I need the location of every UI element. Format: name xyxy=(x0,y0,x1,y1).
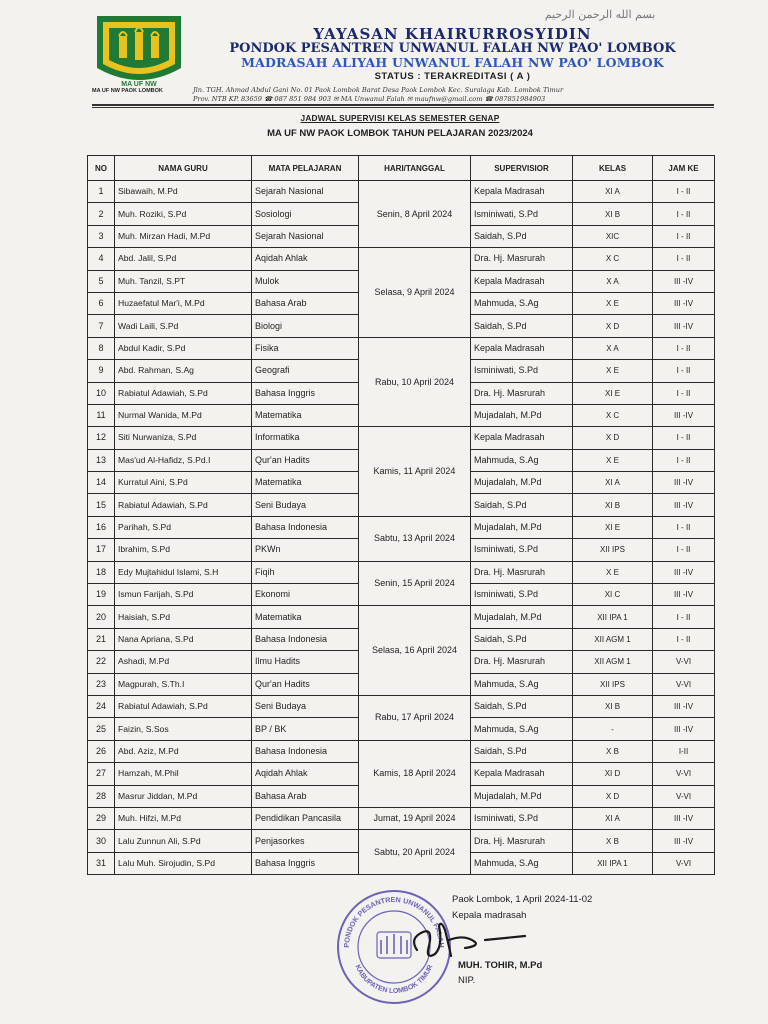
cell-supervisior: Kepala Madrasah xyxy=(471,427,573,449)
col-header-hari-tanggal: HARI/TANGGAL xyxy=(359,156,471,181)
cell-jam-ke: I - II xyxy=(653,628,715,650)
table-body xyxy=(88,181,715,875)
cell-kelas: XI B xyxy=(573,695,653,717)
cell-nama-guru: Nana Apriana, S.Pd xyxy=(115,628,252,650)
cell-kelas: X E xyxy=(573,449,653,471)
cell-nama-guru: Nurmal Wanida, M.Pd xyxy=(115,404,252,426)
table-row xyxy=(88,830,715,852)
supervision-schedule-table xyxy=(87,155,715,875)
cell-kelas: X B xyxy=(573,830,653,852)
cell-mata-pelajaran: Ilmu Hadits xyxy=(252,651,359,673)
handwritten-signature xyxy=(405,916,535,966)
cell-kelas: X E xyxy=(573,561,653,583)
school-logo xyxy=(93,10,185,90)
cell-mata-pelajaran: Matematika xyxy=(252,404,359,426)
table-row xyxy=(88,695,715,717)
cell-kelas: X C xyxy=(573,404,653,426)
cell-no: 31 xyxy=(88,852,115,874)
table-row xyxy=(88,561,715,583)
cell-mata-pelajaran: Bahasa Inggris xyxy=(252,382,359,404)
cell-mata-pelajaran: Seni Budaya xyxy=(252,695,359,717)
cell-mata-pelajaran: Bahasa Arab xyxy=(252,292,359,314)
cell-jam-ke: III -IV xyxy=(653,695,715,717)
cell-mata-pelajaran: Matematika xyxy=(252,472,359,494)
cell-hari-tanggal: Selasa, 9 April 2024 xyxy=(359,248,471,338)
cell-no: 28 xyxy=(88,785,115,807)
cell-mata-pelajaran: Bahasa Inggris xyxy=(252,852,359,874)
cell-jam-ke: I - II xyxy=(653,203,715,225)
cell-kelas: X A xyxy=(573,270,653,292)
cell-jam-ke: III -IV xyxy=(653,830,715,852)
signature-role: Kepala madrasah xyxy=(452,910,527,921)
cell-kelas: X D xyxy=(573,785,653,807)
cell-supervisior: Dra. Hj. Masrurah xyxy=(471,248,573,270)
cell-kelas: XI B xyxy=(573,494,653,516)
cell-nama-guru: Muh. Mirzan Hadi, M.Pd xyxy=(115,225,252,247)
cell-kelas: XI A xyxy=(573,472,653,494)
cell-hari-tanggal: Senin, 15 April 2024 xyxy=(359,561,471,606)
cell-jam-ke: I - II xyxy=(653,382,715,404)
cell-kelas: X B xyxy=(573,740,653,762)
col-header-mata-pelajaran: MATA PELAJARAN xyxy=(252,156,359,181)
cell-kelas: XII AGM 1 xyxy=(573,651,653,673)
cell-no: 22 xyxy=(88,651,115,673)
cell-hari-tanggal: Sabtu, 13 April 2024 xyxy=(359,516,471,561)
cell-supervisior: Mujadalah, M.Pd xyxy=(471,404,573,426)
table-row xyxy=(88,740,715,762)
signatory-nip: NIP. xyxy=(458,975,476,986)
cell-jam-ke: V-VI xyxy=(653,763,715,785)
cell-jam-ke: III -IV xyxy=(653,270,715,292)
cell-no: 7 xyxy=(88,315,115,337)
cell-supervisior: Saidah, S.Pd xyxy=(471,740,573,762)
cell-nama-guru: Ashadi, M.Pd xyxy=(115,651,252,673)
cell-mata-pelajaran: Ekonomi xyxy=(252,584,359,606)
cell-mata-pelajaran: Sejarah Nasional xyxy=(252,225,359,247)
cell-mata-pelajaran: BP / BK xyxy=(252,718,359,740)
cell-kelas: XI E xyxy=(573,516,653,538)
cell-kelas: XII IPA 1 xyxy=(573,852,653,874)
cell-jam-ke: I - II xyxy=(653,427,715,449)
cell-supervisior: Isminiwati, S.Pd xyxy=(471,539,573,561)
cell-nama-guru: Faizin, S.Sos xyxy=(115,718,252,740)
cell-no: 2 xyxy=(88,203,115,225)
cell-jam-ke: III -IV xyxy=(653,584,715,606)
cell-no: 4 xyxy=(88,248,115,270)
accreditation-status: STATUS : TERAKREDITASI ( A ) xyxy=(374,71,531,82)
cell-no: 3 xyxy=(88,225,115,247)
cell-mata-pelajaran: Bahasa Indonesia xyxy=(252,628,359,650)
cell-no: 30 xyxy=(88,830,115,852)
cell-mata-pelajaran: Geografi xyxy=(252,360,359,382)
cell-nama-guru: Muh. Tanzil, S.PT xyxy=(115,270,252,292)
cell-jam-ke: I - II xyxy=(653,248,715,270)
cell-supervisior: Kepala Madrasah xyxy=(471,337,573,359)
cell-no: 5 xyxy=(88,270,115,292)
cell-mata-pelajaran: Pendidikan Pancasila xyxy=(252,807,359,829)
cell-supervisior: Saidah, S.Pd xyxy=(471,225,573,247)
cell-supervisior: Mujadalah, M.Pd xyxy=(471,472,573,494)
cell-no: 16 xyxy=(88,516,115,538)
address-line-1: Jln. TGH. Ahmad Abdul Gani No. 01 Paok Lombok Barat Desa Paok Lombok Kec. Suralaga Kab. Lombok Timur xyxy=(193,86,564,94)
cell-hari-tanggal: Rabu, 17 April 2024 xyxy=(359,695,471,740)
cell-jam-ke: I - II xyxy=(653,360,715,382)
cell-jam-ke: I - II xyxy=(653,337,715,359)
cell-kelas: XII IPS xyxy=(573,673,653,695)
header-divider xyxy=(92,104,714,106)
cell-no: 27 xyxy=(88,763,115,785)
cell-jam-ke: I - II xyxy=(653,181,715,203)
cell-kelas: XI C xyxy=(573,584,653,606)
document-title: JADWAL SUPERVISI KELAS SEMESTER GENAP xyxy=(300,113,500,123)
cell-nama-guru: Lalu Zunnun Ali, S.Pd xyxy=(115,830,252,852)
cell-kelas: XI B xyxy=(573,203,653,225)
cell-kelas: XI D xyxy=(573,763,653,785)
cell-supervisior: Mahmuda, S.Ag xyxy=(471,292,573,314)
cell-mata-pelajaran: Sejarah Nasional xyxy=(252,181,359,203)
cell-nama-guru: Wadi Laili, S.Pd xyxy=(115,315,252,337)
cell-supervisior: Mujadalah, M.Pd xyxy=(471,606,573,628)
cell-nama-guru: Rabiatul Adawiah, S.Pd xyxy=(115,382,252,404)
cell-kelas: XII AGM 1 xyxy=(573,628,653,650)
cell-jam-ke: I - II xyxy=(653,449,715,471)
cell-jam-ke: I - II xyxy=(653,539,715,561)
cell-nama-guru: Ismun Farijah, S.Pd xyxy=(115,584,252,606)
cell-hari-tanggal: Kamis, 11 April 2024 xyxy=(359,427,471,517)
cell-mata-pelajaran: Mulok xyxy=(252,270,359,292)
cell-nama-guru: Ibrahim, S.Pd xyxy=(115,539,252,561)
cell-kelas: XII IPA 1 xyxy=(573,606,653,628)
table-row xyxy=(88,516,715,538)
cell-jam-ke: III -IV xyxy=(653,718,715,740)
cell-supervisior: Dra. Hj. Masrurah xyxy=(471,651,573,673)
cell-nama-guru: Abd. Jalil, S.Pd xyxy=(115,248,252,270)
cell-supervisior: Isminiwati, S.Pd xyxy=(471,360,573,382)
cell-no: 18 xyxy=(88,561,115,583)
cell-kelas: XII IPS xyxy=(573,539,653,561)
cell-mata-pelajaran: Informatika xyxy=(252,427,359,449)
cell-hari-tanggal: Senin, 8 April 2024 xyxy=(359,181,471,248)
cell-no: 11 xyxy=(88,404,115,426)
cell-nama-guru: Masrur Jiddan, M.Pd xyxy=(115,785,252,807)
cell-jam-ke: V-VI xyxy=(653,852,715,874)
cell-no: 26 xyxy=(88,740,115,762)
cell-kelas: XI A xyxy=(573,807,653,829)
cell-supervisior: Saidah, S.Pd xyxy=(471,315,573,337)
cell-nama-guru: Mas'ud Al-Hafidz, S.Pd.I xyxy=(115,449,252,471)
table-row xyxy=(88,427,715,449)
cell-no: 17 xyxy=(88,539,115,561)
cell-supervisior: Mahmuda, S.Ag xyxy=(471,449,573,471)
cell-jam-ke: I - II xyxy=(653,516,715,538)
cell-jam-ke: V-VI xyxy=(653,673,715,695)
cell-supervisior: Kepala Madrasah xyxy=(471,181,573,203)
header-divider-thin xyxy=(92,107,714,108)
cell-jam-ke: I - II xyxy=(653,606,715,628)
cell-nama-guru: Abd. Rahman, S.Ag xyxy=(115,360,252,382)
cell-nama-guru: Haisiah, S.Pd xyxy=(115,606,252,628)
cell-nama-guru: Rabiatul Adawiah, S.Pd xyxy=(115,494,252,516)
document-subtitle: MA UF NW PAOK LOMBOK TAHUN PELAJARAN 2023/2024 xyxy=(267,128,533,139)
foundation-name: YAYASAN KHAIRURROSYIDIN xyxy=(313,25,592,43)
cell-supervisior: Mujadalah, M.Pd xyxy=(471,785,573,807)
col-header-nama-guru: NAMA GURU xyxy=(115,156,252,181)
cell-supervisior: Saidah, S.Pd xyxy=(471,628,573,650)
cell-kelas: X D xyxy=(573,427,653,449)
cell-no: 13 xyxy=(88,449,115,471)
cell-no: 14 xyxy=(88,472,115,494)
cell-hari-tanggal: Kamis, 18 April 2024 xyxy=(359,740,471,807)
cell-no: 20 xyxy=(88,606,115,628)
cell-supervisior: Kepala Madrasah xyxy=(471,270,573,292)
cell-supervisior: Mahmuda, S.Ag xyxy=(471,718,573,740)
stamp-bottom-text: KABUPATEN LOMBOK TIMUR xyxy=(353,963,435,996)
signature-place-date: Paok Lombok, 1 April 2024-11-02 xyxy=(452,894,593,905)
cell-nama-guru: Muh. Hifzi, M.Pd xyxy=(115,807,252,829)
cell-hari-tanggal: Sabtu, 20 April 2024 xyxy=(359,830,471,875)
cell-mata-pelajaran: Matematika xyxy=(252,606,359,628)
col-header-jam-ke: JAM KE xyxy=(653,156,715,181)
cell-jam-ke: III -IV xyxy=(653,315,715,337)
col-header-no: NO xyxy=(88,156,115,181)
cell-no: 10 xyxy=(88,382,115,404)
cell-kelas: - xyxy=(573,718,653,740)
cell-nama-guru: Sibawaih, M.Pd xyxy=(115,181,252,203)
cell-mata-pelajaran: Bahasa Arab xyxy=(252,785,359,807)
signatory-name: MUH. TOHIR, M.Pd xyxy=(458,960,543,971)
cell-kelas: X A xyxy=(573,337,653,359)
cell-mata-pelajaran: Fisika xyxy=(252,337,359,359)
cell-mata-pelajaran: Bahasa Indonesia xyxy=(252,740,359,762)
cell-mata-pelajaran: Fiqih xyxy=(252,561,359,583)
cell-hari-tanggal: Rabu, 10 April 2024 xyxy=(359,337,471,427)
cell-kelas: X D xyxy=(573,315,653,337)
cell-jam-ke: III -IV xyxy=(653,472,715,494)
cell-supervisior: Kepala Madrasah xyxy=(471,763,573,785)
cell-jam-ke: III -IV xyxy=(653,292,715,314)
cell-supervisior: Dra. Hj. Masrurah xyxy=(471,561,573,583)
madrasah-name: MADRASAH ALIYAH UNWANUL FALAH NW PAO' LOMBOK xyxy=(241,55,664,70)
cell-supervisior: Isminiwati, S.Pd xyxy=(471,203,573,225)
address-line-2: Prov. NTB KP. 83659 ☎ 087 851 984 903 ✉ MA Unwanul Falah ✉ maufnw@gmail.com ☎ 087851984903 xyxy=(193,95,546,103)
cell-kelas: X E xyxy=(573,292,653,314)
cell-supervisior: Isminiwati, S.Pd xyxy=(471,584,573,606)
cell-mata-pelajaran: Sosiologi xyxy=(252,203,359,225)
cell-no: 25 xyxy=(88,718,115,740)
table-row xyxy=(88,807,715,829)
cell-jam-ke: I - II xyxy=(653,225,715,247)
cell-no: 9 xyxy=(88,360,115,382)
table-row xyxy=(88,337,715,359)
cell-nama-guru: Abd. Aziz, M.Pd xyxy=(115,740,252,762)
cell-mata-pelajaran: Penjasorkes xyxy=(252,830,359,852)
cell-jam-ke: III -IV xyxy=(653,561,715,583)
cell-kelas: XIC xyxy=(573,225,653,247)
cell-jam-ke: III -IV xyxy=(653,807,715,829)
cell-supervisior: Saidah, S.Pd xyxy=(471,695,573,717)
cell-kelas: X C xyxy=(573,248,653,270)
cell-no: 6 xyxy=(88,292,115,314)
cell-kelas: XI A xyxy=(573,181,653,203)
stamp-top-text: PONDOK PESANTREN UNWANUL FALAH xyxy=(341,894,447,948)
table-row xyxy=(88,248,715,270)
logo-caption: MA UF NW xyxy=(121,81,157,88)
cell-no: 1 xyxy=(88,181,115,203)
cell-jam-ke: III -IV xyxy=(653,404,715,426)
cell-no: 21 xyxy=(88,628,115,650)
cell-kelas: XI E xyxy=(573,382,653,404)
cell-mata-pelajaran: Aqidah Ahlak xyxy=(252,248,359,270)
cell-mata-pelajaran: Biologi xyxy=(252,315,359,337)
cell-no: 24 xyxy=(88,695,115,717)
cell-nama-guru: Muh. Roziki, S.Pd xyxy=(115,203,252,225)
cell-no: 15 xyxy=(88,494,115,516)
table-row xyxy=(88,606,715,628)
cell-kelas: X E xyxy=(573,360,653,382)
col-header-kelas: KELAS xyxy=(573,156,653,181)
cell-supervisior: Dra. Hj. Masrurah xyxy=(471,830,573,852)
cell-nama-guru: Parihah, S.Pd xyxy=(115,516,252,538)
cell-supervisior: Saidah, S.Pd xyxy=(471,494,573,516)
cell-mata-pelajaran: Qur'an Hadits xyxy=(252,673,359,695)
cell-jam-ke: III -IV xyxy=(653,494,715,516)
logo-subtitle: MA UF NW PAOK LOMBOK xyxy=(92,88,163,94)
cell-supervisior: Mahmuda, S.Ag xyxy=(471,852,573,874)
col-header-supervisior: SUPERVISIOR xyxy=(471,156,573,181)
cell-hari-tanggal: Jumat, 19 April 2024 xyxy=(359,807,471,829)
basmalah: بسم الله الرحمن الرحيم xyxy=(544,8,656,21)
cell-nama-guru: Hamzah, M.Phil xyxy=(115,763,252,785)
cell-no: 19 xyxy=(88,584,115,606)
table-header-row xyxy=(88,156,715,181)
cell-jam-ke: V-VI xyxy=(653,785,715,807)
cell-nama-guru: Huzaefatul Mar'i, M.Pd xyxy=(115,292,252,314)
cell-mata-pelajaran: Aqidah Ahlak xyxy=(252,763,359,785)
cell-supervisior: Mahmuda, S.Ag xyxy=(471,673,573,695)
cell-mata-pelajaran: Seni Budaya xyxy=(252,494,359,516)
cell-nama-guru: Kurratul Aini, S.Pd xyxy=(115,472,252,494)
cell-supervisior: Mujadalah, M.Pd xyxy=(471,516,573,538)
cell-mata-pelajaran: Qur'an Hadits xyxy=(252,449,359,471)
cell-no: 8 xyxy=(88,337,115,359)
cell-no: 23 xyxy=(88,673,115,695)
cell-jam-ke: V-VI xyxy=(653,651,715,673)
pondok-name: PONDOK PESANTREN UNWANUL FALAH NW PAO' LOMBOK xyxy=(229,41,676,56)
cell-nama-guru: Abdul Kadir, S.Pd xyxy=(115,337,252,359)
cell-jam-ke: I-II xyxy=(653,740,715,762)
cell-nama-guru: Siti Nurwaniza, S.Pd xyxy=(115,427,252,449)
cell-no: 12 xyxy=(88,427,115,449)
table-row xyxy=(88,181,715,203)
cell-mata-pelajaran: Bahasa Indonesia xyxy=(252,516,359,538)
cell-mata-pelajaran: PKWn xyxy=(252,539,359,561)
cell-nama-guru: Magpurah, S.Th.I xyxy=(115,673,252,695)
cell-nama-guru: Edy Mujtahidul Islami, S.H xyxy=(115,561,252,583)
cell-supervisior: Dra. Hj. Masrurah xyxy=(471,382,573,404)
cell-hari-tanggal: Selasa, 16 April 2024 xyxy=(359,606,471,696)
cell-supervisior: Isminiwati, S.Pd xyxy=(471,807,573,829)
cell-nama-guru: Lalu Muh. Sirojudin, S.Pd xyxy=(115,852,252,874)
cell-nama-guru: Rabiatul Adawiah, S.Pd xyxy=(115,695,252,717)
cell-no: 29 xyxy=(88,807,115,829)
